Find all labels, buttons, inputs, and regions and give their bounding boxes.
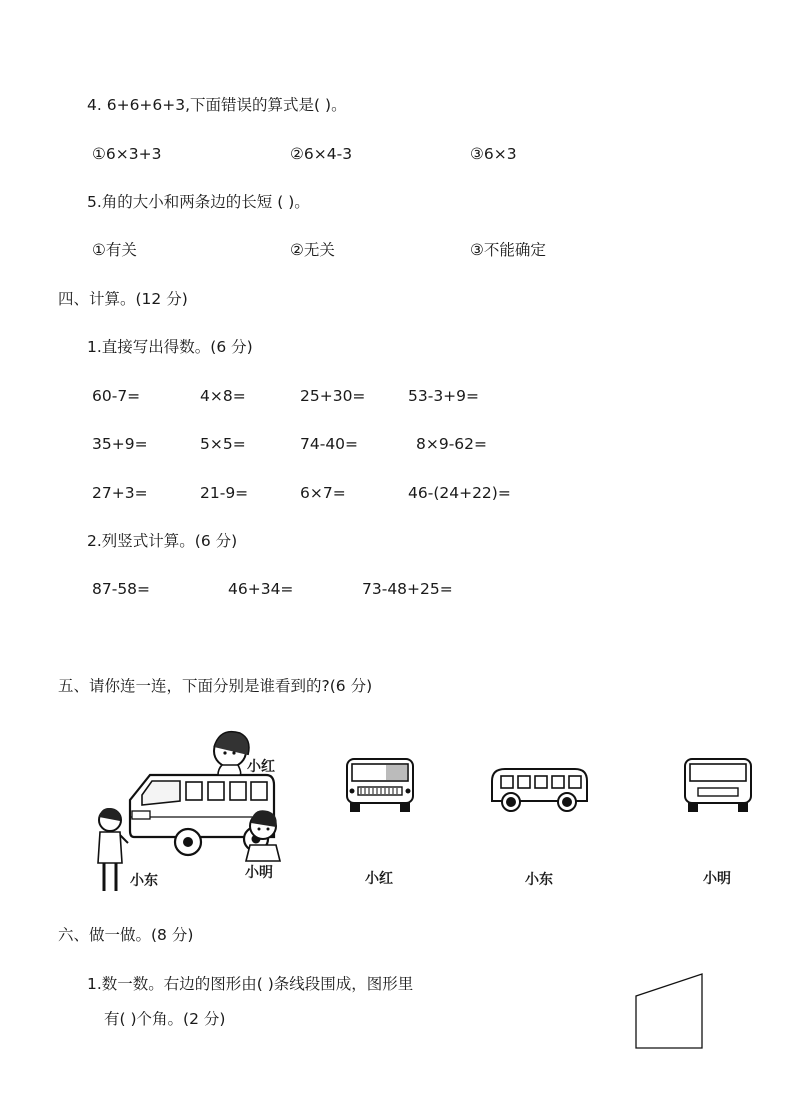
bus-side-view <box>491 767 589 813</box>
vertical-calc-item: 87-58= <box>92 580 151 598</box>
section-4-title: 四、计算。(12 分) <box>58 290 188 308</box>
calc-item: 35+9= <box>92 435 148 453</box>
quadrilateral-figure <box>630 968 710 1052</box>
section-6-title: 六、做一做。(8 分) <box>58 926 194 944</box>
calc-item: 46-(24+22)= <box>408 484 511 502</box>
vertical-calc-item: 73-48+25= <box>362 580 453 598</box>
calc-item: 21-9= <box>200 484 249 502</box>
calc-item: 27+3= <box>92 484 148 502</box>
section-6-q1-line-1: 1.数一数。右边的图形由( )条线段围成，图形里 <box>87 975 414 993</box>
calc-item: 25+30= <box>300 387 366 405</box>
bus-back-view <box>684 758 752 814</box>
section-6-q1-line-2: 有( )个角。(2 分) <box>104 1010 226 1028</box>
q5-option-1: ①有关 <box>92 241 137 259</box>
scene-label-boy-left: 小东 <box>130 873 158 889</box>
calc-item: 60-7= <box>92 387 141 405</box>
q5-option-2: ②无关 <box>290 241 335 259</box>
view-label-1: 小红 <box>365 871 393 887</box>
vertical-calc-item: 46+34= <box>228 580 294 598</box>
calc-item: 8×9-62= <box>416 435 488 453</box>
section-4-part-2-title: 2.列竖式计算。(6 分) <box>87 532 238 550</box>
scene-label-girl: 小红 <box>247 759 275 775</box>
question-4: 4. 6+6+6+3,下面错误的算式是( )。 <box>87 96 347 114</box>
section-5-title: 五、请你连一连，下面分别是谁看到的?(6 分) <box>58 677 373 695</box>
calc-item: 4×8= <box>200 387 246 405</box>
section-4-part-1-title: 1.直接写出得数。(6 分) <box>87 338 253 356</box>
q4-option-2: ②6×4-3 <box>290 145 353 163</box>
bus-front-view <box>346 758 414 814</box>
q4-option-3: ③6×3 <box>470 145 517 163</box>
calc-item: 6×7= <box>300 484 346 502</box>
calc-item: 74-40= <box>300 435 359 453</box>
view-label-2: 小东 <box>525 872 553 888</box>
q5-option-3: ③不能确定 <box>470 241 546 259</box>
q4-option-1: ①6×3+3 <box>92 145 162 163</box>
calc-item: 53-3+9= <box>408 387 480 405</box>
calc-item: 5×5= <box>200 435 246 453</box>
view-label-3: 小明 <box>703 871 731 887</box>
question-5: 5.角的大小和两条边的长短 ( )。 <box>87 193 310 211</box>
scene-label-boy-right: 小明 <box>245 865 273 881</box>
